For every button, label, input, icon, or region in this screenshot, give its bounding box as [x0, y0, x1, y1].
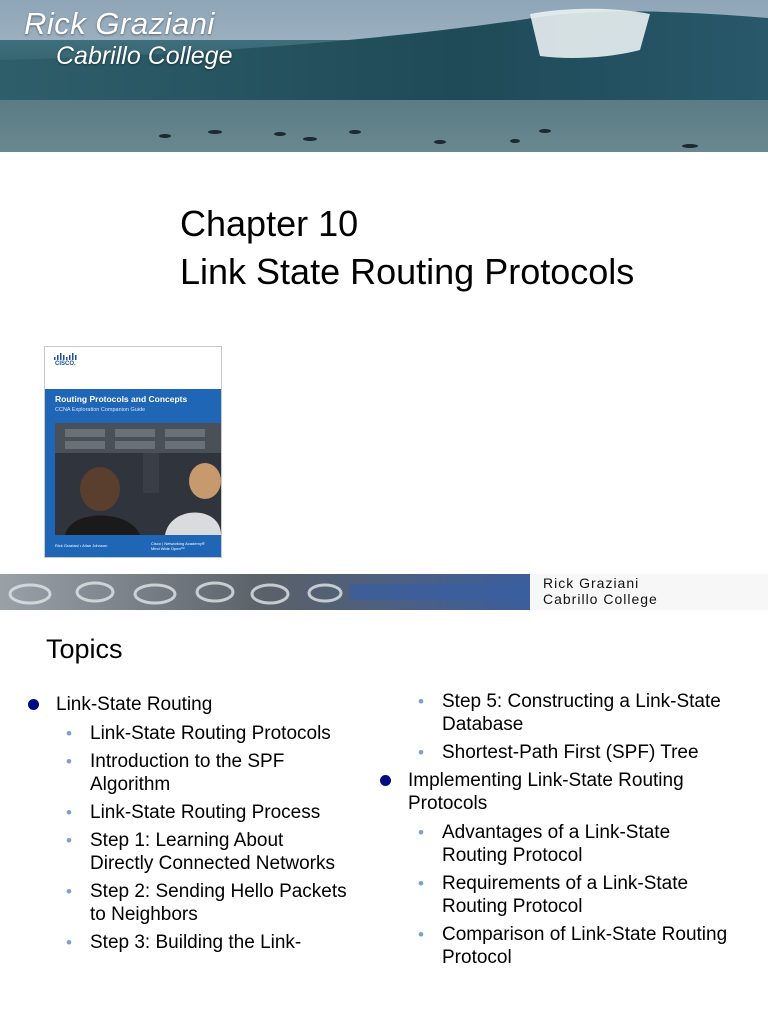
book-academy-line1: Cisco | Networking Academy® [151, 541, 205, 546]
book-cover-photo [55, 423, 221, 535]
book-cover-header [45, 347, 221, 389]
topic-text: Requirements of a Link-State Routing Protocol [442, 873, 689, 917]
sub-bullet-icon: • [66, 803, 72, 822]
topic-text: Shortest-Path First (SPF) Tree [442, 742, 699, 763]
topic-item-level2 [380, 872, 740, 918]
topics-right-column [380, 690, 740, 974]
cisco-logo-icon [54, 353, 78, 361]
topic-item-level1 [380, 769, 740, 815]
topic-item-level2 [380, 690, 740, 736]
sub-bullet-icon: • [418, 823, 424, 842]
sub-bullet-icon: • [66, 933, 72, 952]
banner-college-name: Cabrillo College [56, 42, 233, 70]
topic-item-level2 [28, 880, 348, 926]
topic-text: Advantages of a Link-State Routing Protocol [442, 822, 671, 866]
sub-bullet-icon: • [66, 752, 72, 771]
topic-text: Comparison of Link-State Routing Protocol [442, 924, 728, 968]
sub-bullet-icon: • [418, 692, 424, 711]
banner-author-name: Rick Graziani [24, 6, 215, 41]
book-publisher-logo: CISCO. [55, 361, 76, 367]
topic-item-level2 [380, 741, 740, 764]
network-cables-image [0, 574, 530, 610]
topics-left-column [28, 693, 348, 959]
topic-item-level2 [28, 931, 348, 954]
book-cover [44, 346, 222, 558]
chapter-title: Link State Routing Protocols [180, 251, 635, 292]
book-academy-logo [151, 541, 205, 551]
topic-item-level2 [28, 722, 348, 745]
topics-heading: Topics [46, 634, 123, 664]
topic-text: Step 2: Sending Hello Packets to Neighbors [90, 881, 347, 925]
chapter-number: Chapter 10 [180, 203, 359, 244]
topic-text: Step 3: Building the Link- [90, 932, 302, 953]
topic-item-level2 [28, 829, 348, 875]
sub-bullet-icon: • [66, 724, 72, 743]
sub-bullet-icon: • [418, 743, 424, 762]
topic-text: Link-State Routing [56, 694, 213, 715]
students-at-router-photo [55, 423, 221, 535]
topic-item-level2 [28, 750, 348, 796]
topic-text: Step 5: Constructing a Link-State Database [442, 691, 721, 735]
sub-bullet-icon: • [66, 831, 72, 850]
bullet-icon [380, 775, 391, 786]
topic-text: Introduction to the SPF Algorithm [90, 751, 285, 795]
book-title: Routing Protocols and Concepts [55, 394, 188, 404]
topic-item-level2 [28, 801, 348, 824]
book-authors: Rick Graziani • Allan Johnson [55, 543, 108, 548]
topic-text: Link-State Routing Protocols [90, 723, 331, 744]
sub-bullet-icon: • [418, 874, 424, 893]
sub-bullet-icon: • [418, 925, 424, 944]
topic-item-level2 [380, 923, 740, 969]
bullet-icon [28, 699, 39, 710]
strip-author-name: Rick Graziani [543, 575, 640, 591]
topic-text: Step 1: Learning About Directly Connected Networks [90, 830, 335, 874]
topic-text: Implementing Link-State Routing Protocols [408, 770, 684, 814]
topic-text: Link-State Routing Process [90, 802, 321, 823]
sub-bullet-icon: • [66, 882, 72, 901]
strip-college-name: Cabrillo College [543, 591, 658, 607]
topic-item-level1 [28, 693, 348, 716]
book-subtitle: CCNA Exploration Companion Guide [55, 407, 146, 413]
topic-item-level2 [380, 821, 740, 867]
book-academy-line2: Mind Wide Open™ [151, 546, 185, 551]
